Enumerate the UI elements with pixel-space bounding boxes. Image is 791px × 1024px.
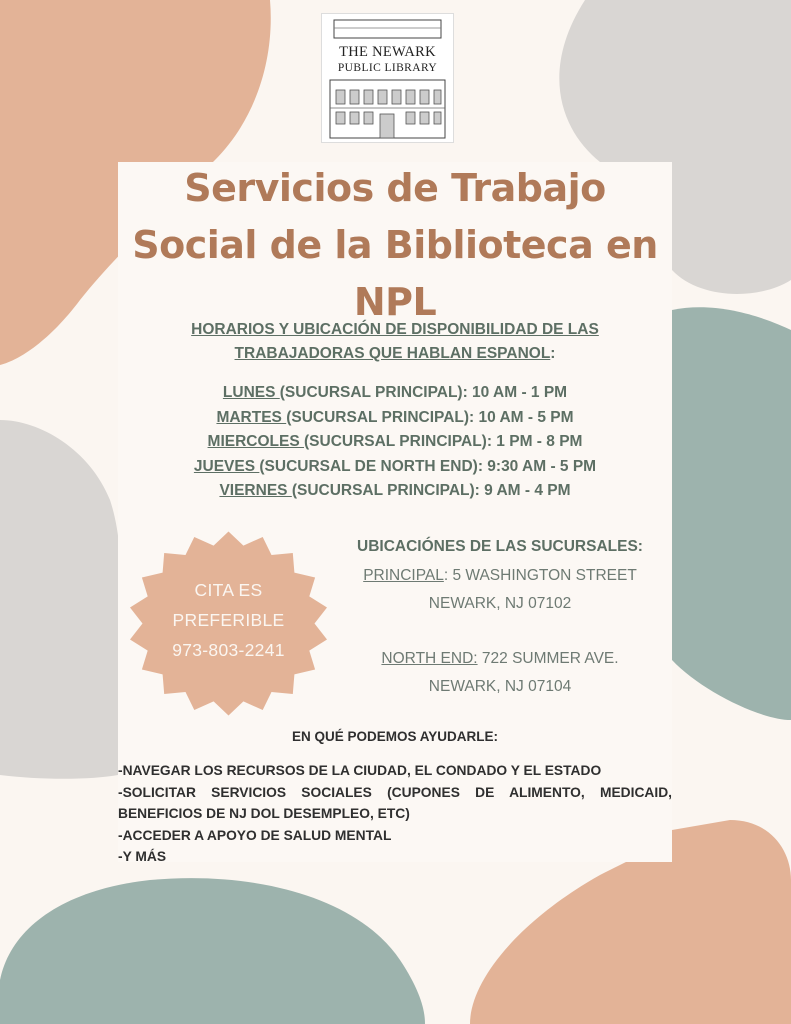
schedule-list bbox=[130, 381, 660, 504]
logo-line-1: THE NEWARK bbox=[339, 44, 436, 60]
schedule-item bbox=[130, 455, 660, 480]
principal-label: PRINCIPAL bbox=[363, 567, 444, 584]
principal-city: NEWARK, NJ 07102 bbox=[428, 595, 572, 612]
schedule-detail: (SUCURSAL PRINCIPAL): 10 AM - 1 PM bbox=[279, 384, 568, 401]
location-north-end bbox=[320, 645, 680, 701]
help-heading: EN QUÉ PODEMOS AYUDARLE: bbox=[291, 729, 499, 744]
schedule-item bbox=[130, 430, 660, 455]
library-logo bbox=[321, 13, 454, 143]
schedule-detail: (SUCURSAL PRINCIPAL): 9 AM - 4 PM bbox=[291, 482, 571, 499]
badge-line-2: PREFERIBLE bbox=[172, 610, 285, 630]
help-item: -SOLICITAR SERVICIOS SOCIALES (CUPONES DE ALIMENTO, MEDICAID, BENEFICIOS DE NJ DOL DESEMPLEO, ETC) bbox=[118, 784, 672, 821]
hours-heading-line-2: TRABAJADORAS QUE HABLAN ESPANOL bbox=[234, 345, 551, 362]
sage-blob-right bbox=[672, 307, 791, 720]
sage-blob-bottom-left bbox=[0, 878, 425, 1024]
principal-street: : 5 WASHINGTON STREET bbox=[443, 567, 637, 584]
schedule-item bbox=[130, 381, 660, 406]
schedule-day: LUNES bbox=[222, 384, 280, 401]
library-building-icon bbox=[322, 14, 453, 142]
gray-blob-left bbox=[0, 420, 122, 779]
schedule-detail: (SUCURSAL PRINCIPAL): 10 AM - 5 PM bbox=[286, 408, 574, 426]
schedule-item bbox=[130, 479, 660, 504]
help-item: -ACCEDER A APOYO DE SALUD MENTAL bbox=[118, 827, 392, 843]
schedule-day: MARTES bbox=[216, 408, 287, 426]
northend-city: NEWARK, NJ 07104 bbox=[428, 678, 572, 695]
hours-heading: HORARIOS Y UBICACIÓN DE DISPONIBILIDAD DE LAS TRABAJADORAS QUE HABLAN ESPANOL: bbox=[191, 321, 599, 362]
appointment-badge bbox=[127, 575, 330, 665]
badge-line-1: CITA ES bbox=[194, 580, 263, 600]
schedule-day: JUEVES bbox=[193, 457, 260, 475]
schedule-detail: (SUCURSAL PRINCIPAL): 1 PM - 8 PM bbox=[304, 433, 583, 450]
location-principal bbox=[320, 562, 680, 618]
northend-street: 722 SUMMER AVE. bbox=[477, 650, 619, 667]
schedule-item bbox=[130, 406, 660, 431]
help-item: -NAVEGAR LOS RECURSOS DE LA CIUDAD, EL CONDADO Y EL ESTADO bbox=[118, 763, 602, 778]
northend-label: NORTH END: bbox=[381, 650, 478, 667]
hours-heading-line-1: HORARIOS Y UBICACIÓN DE DISPONIBILIDAD DE LAS bbox=[191, 321, 599, 338]
badge-phone: 973-803-2241 bbox=[172, 640, 285, 660]
logo-line-2: PUBLIC LIBRARY bbox=[337, 62, 438, 74]
schedule-detail: (SUCURSAL DE NORTH END): 9:30 AM - 5 PM bbox=[259, 457, 597, 475]
help-list bbox=[118, 760, 672, 868]
schedule-day: VIERNES bbox=[219, 482, 292, 499]
page-title: Servicios de Trabajo Social de la Biblioteca en NPL bbox=[132, 166, 658, 324]
schedule-day: MIERCOLES bbox=[207, 433, 304, 450]
help-item: -Y MÁS bbox=[118, 849, 167, 864]
locations-heading: UBICACIÓNES DE LAS SUCURSALES: bbox=[357, 538, 643, 555]
